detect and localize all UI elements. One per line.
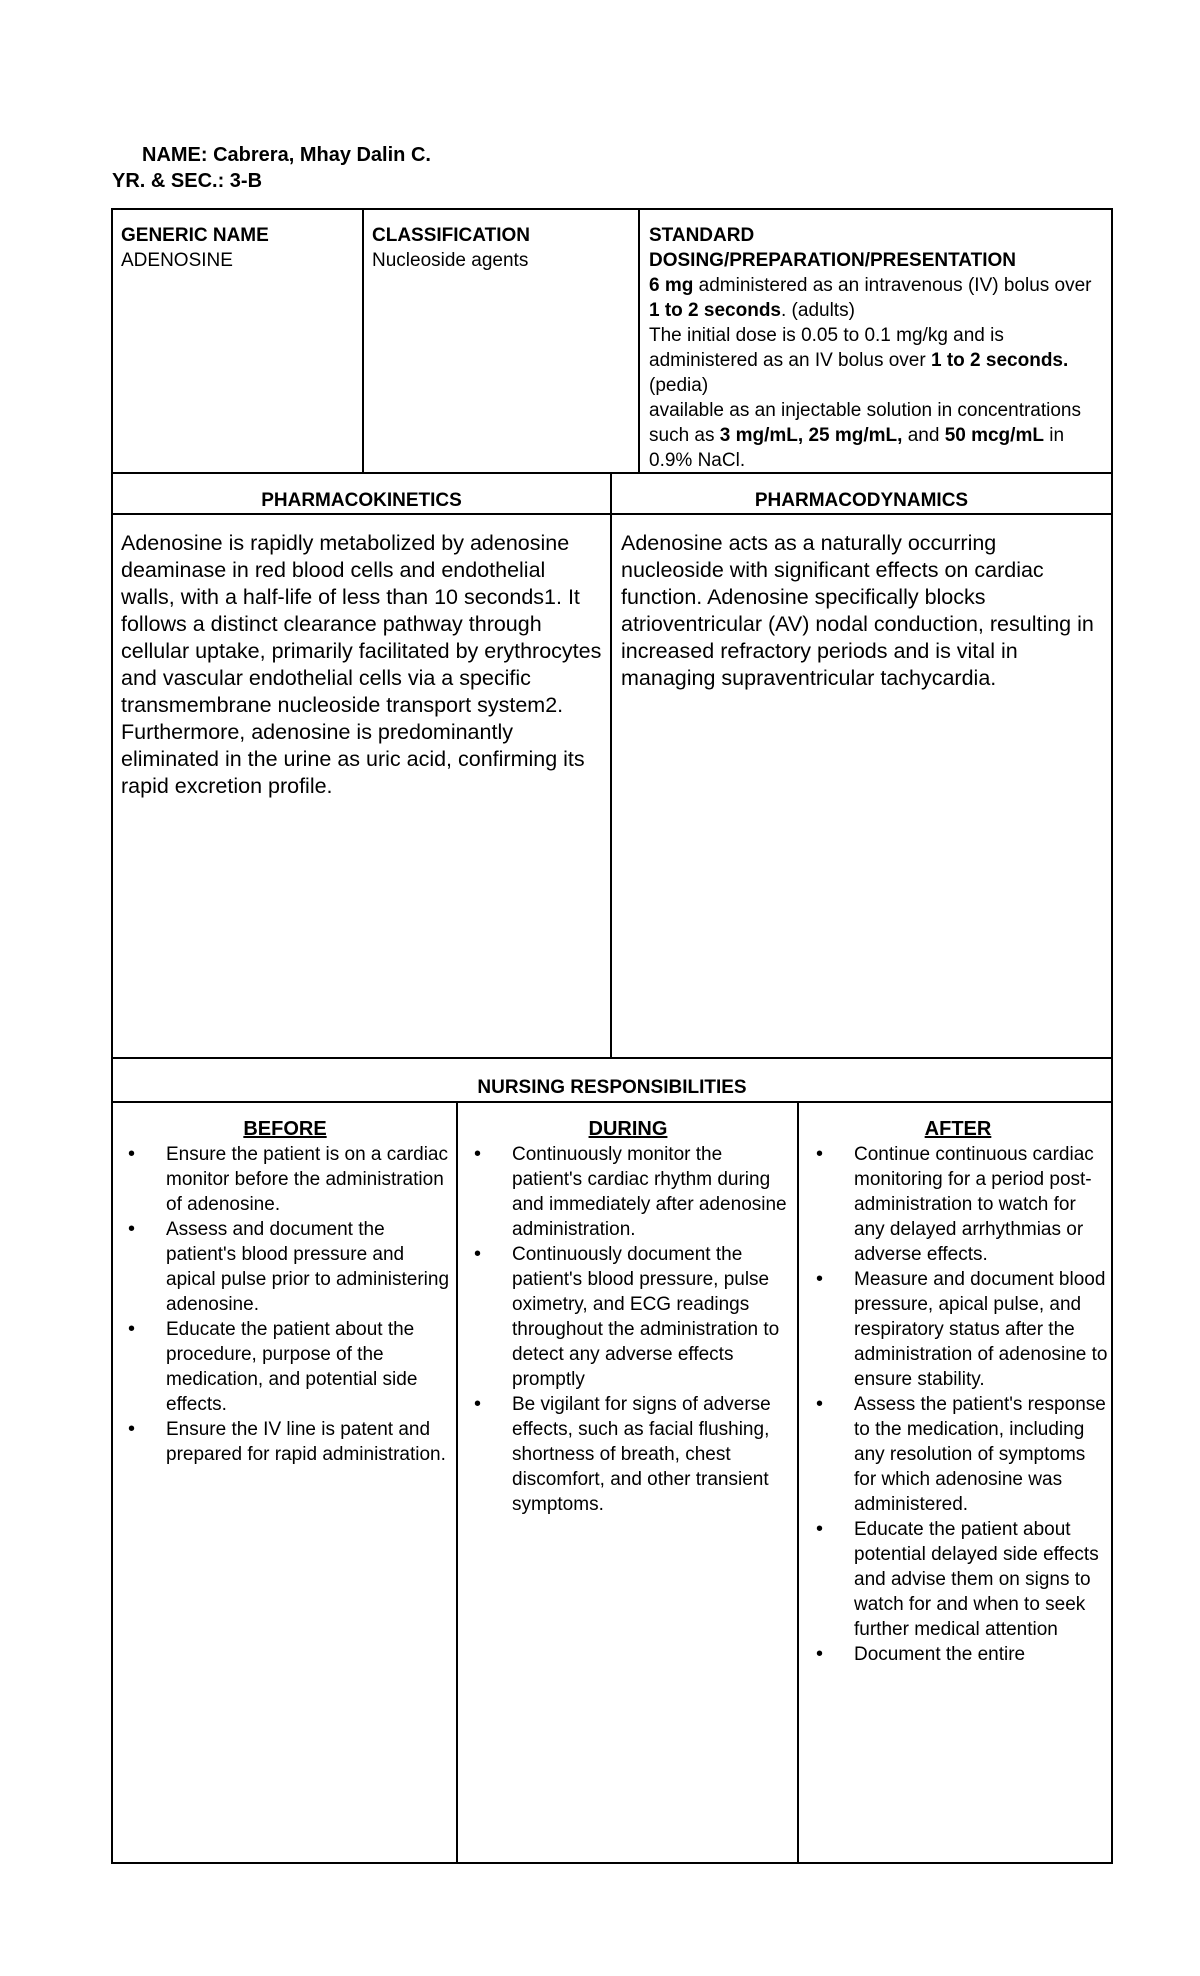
- adult-time: 1 to 2 seconds: [649, 300, 781, 321]
- nursing-title: NURSING RESPONSIBILITIES: [477, 1077, 747, 1098]
- list-item: • Assess the patient's response to the medication, including any resolution of symptoms for which adenosine was administered.: [808, 1392, 1108, 1517]
- table-top-border: [111, 208, 1113, 210]
- divider-v-before: [456, 1101, 458, 1864]
- during-column: [466, 1117, 790, 1517]
- dosing-cell: [649, 223, 1099, 473]
- divider-v-pharma: [610, 472, 612, 1058]
- pharmacodynamics-title: PHARMACODYNAMICS: [754, 490, 969, 511]
- table-bottom-border: [111, 1862, 1113, 1864]
- list-item: • Continue continuous cardiac monitoring for a period post-administration to watch for any delayed arrhythmias or adverse effects.: [808, 1142, 1108, 1267]
- classification-cell: [372, 223, 632, 273]
- table-right-border: [1111, 208, 1113, 1864]
- generic-name-value: ADENOSINE: [121, 250, 233, 271]
- divider-h-nursing-top: [111, 1057, 1113, 1059]
- divider-v2-top: [638, 208, 640, 474]
- classification-value: Nucleoside agents: [372, 250, 529, 271]
- pedia-text2: (pedia): [649, 375, 709, 396]
- pharmacokinetics-title: PHARMACOKINETICS: [261, 490, 462, 511]
- after-list: [808, 1142, 1108, 1667]
- pharmacodynamics-text: Adenosine acts as a naturally occurring nucleoside with significant effects on cardiac function. Adenosine specifically blocks atrioventricular (AV) nodal conduction, resulting in increased refractory periods and is vital in managing supraventricular tachycardia.: [621, 531, 1094, 690]
- divider-v1-top: [362, 208, 364, 474]
- adult-text2: . (adults): [781, 300, 855, 321]
- avail-text3: in 0.9% NaCl.: [649, 425, 1065, 471]
- list-item: • Assess and document the patient's blood pressure and apical pulse prior to administering adenosine.: [120, 1217, 450, 1317]
- table-left-border: [111, 208, 113, 1864]
- divider-v-during: [797, 1101, 799, 1864]
- dosing-availability: [649, 398, 1099, 473]
- after-column: [808, 1117, 1108, 1859]
- adult-text1: administered as an intravenous (IV) bolus over: [693, 275, 1092, 296]
- avail-text2: and: [902, 425, 945, 446]
- dosing-label: STANDARD DOSING/PREPARATION/PRESENTATION: [649, 225, 1017, 271]
- during-title: DURING: [588, 1118, 668, 1140]
- adult-dose: 6 mg: [649, 275, 694, 296]
- pedia-time: 1 to 2 seconds.: [931, 350, 1069, 371]
- classification-label: CLASSIFICATION: [372, 225, 530, 246]
- concentration-2: 50 mcg/mL: [944, 425, 1044, 446]
- pedia-text1: The initial dose is 0.05 to 0.1 mg/kg and is administered as an IV bolus over: [649, 325, 1004, 371]
- pharmacokinetics-text: Adenosine is rapidly metabolized by adenosine deaminase in red blood cells and endothelial walls, with a half-life of less than 10 seconds1. It follows a distinct clearance pathway through cellular uptake, primarily facilitated by erythrocytes and vascular endothelial cells via a specific transmembrane nucleoside transport system2. Furthermore, adenosine is predominantly eliminated in the urine as uric acid, confirming its rapid excretion profile.: [121, 531, 602, 798]
- generic-name-cell: [121, 223, 356, 273]
- during-list: [466, 1142, 790, 1517]
- list-item: • Continuously document the patient's blood pressure, pulse oximetry, and ECG readings throughout the administration to detect any adverse effects promptly: [466, 1242, 790, 1392]
- before-column: [120, 1117, 450, 1467]
- list-item: • Be vigilant for signs of adverse effects, such as facial flushing, shortness of breath, chest discomfort, and other transient symptoms.: [466, 1392, 790, 1517]
- divider-h-nursing-sub: [111, 1101, 1113, 1103]
- dosing-pedia: [649, 323, 1099, 398]
- dosing-adults: [649, 273, 1099, 323]
- student-name: NAME: Cabrera, Mhay Dalin C.: [142, 144, 431, 166]
- year-section: YR. & SEC.: 3-B: [112, 170, 263, 192]
- list-item: • Ensure the IV line is patent and prepared for rapid administration.: [120, 1417, 450, 1467]
- generic-name-label: GENERIC NAME: [121, 225, 269, 246]
- list-item: • Measure and document blood pressure, apical pulse, and respiratory status after the administration of adenosine to ensure stability.: [808, 1267, 1108, 1392]
- before-title: BEFORE: [243, 1118, 327, 1140]
- after-title: AFTER: [924, 1118, 992, 1140]
- before-list: [120, 1142, 450, 1467]
- avail-text1: available as an injectable solution in concentrations such as: [649, 400, 1081, 446]
- list-item: • Ensure the patient is on a cardiac monitor before the administration of adenosine.: [120, 1142, 450, 1217]
- list-item: • Educate the patient about the procedure, purpose of the medication, and potential side effects.: [120, 1317, 450, 1417]
- list-item: • Continuously monitor the patient's cardiac rhythm during and immediately after adenosine administration.: [466, 1142, 790, 1242]
- concentration-1: 3 mg/mL, 25 mg/mL,: [719, 425, 903, 446]
- divider-h-subhead: [111, 513, 1113, 515]
- list-item: • Document the entire: [808, 1642, 1108, 1667]
- list-item: • Educate the patient about potential delayed side effects and advise them on signs to watch for and when to seek further medical attention: [808, 1517, 1108, 1642]
